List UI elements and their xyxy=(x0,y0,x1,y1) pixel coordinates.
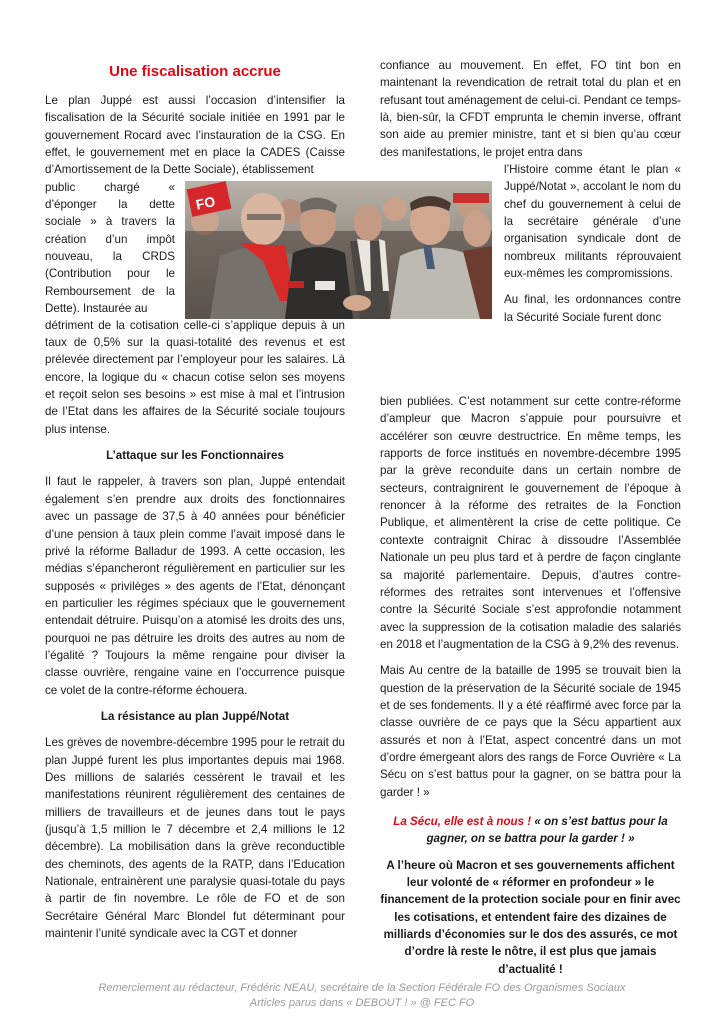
photo-spacer xyxy=(380,161,504,393)
handshake-hands xyxy=(343,295,371,311)
slogan-black: « on s’est battus pour la gagner, on se battra pour la garder ! » xyxy=(426,814,668,846)
paragraph-text-continued: détriment de la cotisation celle-ci s’applique depuis à un taux de 0,5% sur la quasi-totalité des revenus et est prélevée directement par l’employeur pour les salaires. Là encore, la logique du « chacun cotise selon ses moyens et reçoit selon ses besoins » est mise à mal et l’intrusion de l’Etat dans les affaires de la Sécurité sociale toujours plus intense. xyxy=(45,318,345,436)
paragraph-resistance: Les grèves de novembre-décembre 1995 pour le retrait du plan Juppé furent les plus importantes depuis mai 1968. Des millions de salariés cessèrent le travail et les manifestations réunirent régulièrement des centaines de milliers de travailleurs et de jeunes dans tout le pays (jusqu’à 1,5 million le 7 décembre et 2,4 millions le 12 décembre). La mobilisation dans la grève reconductible des cheminots, des agents de la RATP, dans l’Education Nationale, entrainèrent une paralysie quasi-totale du pays à partir de fin novembre. Le rôle de FO et de son Secrétaire Général Marc Blondel fut déterminant pour maintenir l’unité syndicale avec la CGT et donner xyxy=(45,736,345,941)
paragraph-juppe-notat: l’Histoire comme étant le plan « Juppé/Notat », accolant le nom du chef du gouvernement à celui de la secrétaire générale d’une organisation syndicale dont de nombreux militants réprouvaient eux-mêmes les compromissions. xyxy=(504,163,681,281)
closing-statement: A l’heure où Macron et ses gouvernements affichent leur volonté de « réformer en profondeur » le financement de la protection sociale pour en finir avec les cotisations, et entendent faire des dizaines de milliards d’économies sur le dos des assurés, ce mot d’ordre là reste le nôtre, il est plus que jamais d’actualité ! xyxy=(380,858,681,976)
slogan-quote xyxy=(380,813,681,848)
right-column xyxy=(380,57,681,987)
paragraph-confiance: confiance au mouvement. En effet, FO tint bon en maintenant la revendication de retrait total du plan et en refusant tout aménagement de celui-ci. Pendant ce temps-là, bien-sûr, la CFDT emprunta le chemin inverse, offrant son aide au premier ministre, tant et si bien qu’au cœur des manifestations, le projet entra dans xyxy=(380,59,681,159)
section-heading-fonctionnaires: L’attaque sur les Fonctionnaires xyxy=(106,449,284,463)
paragraph-bataille-1995: Mais Au centre de la bataille de 1995 se trouvait bien la question de la préservation de la Sécurité sociale de 1945 et de ses fondements. Il y a été réaffirmé avec force par la classe ouvrière de ce pays que la Sécu appartient aux assurés et non à l’Etat, aspect concentré dans un mot d’ordre émergeant alors des rangs de Force Ouvrière « La Sécu on s’est battus pour la gagner, on se battra pour la garder ! » xyxy=(380,664,681,799)
wrap-block-right xyxy=(380,161,681,326)
paragraph-ordonnances: Au final, les ordonnances contre la Sécurité Sociale furent donc xyxy=(504,293,681,324)
paragraph-text: Le plan Juppé est aussi l’occasion d’intensifier la fiscalisation de la Sécurité sociale initiée en 1991 par le gouvernement Rocard avec l’instauration de la CSG. En effet, le gouvernement met en place la CADES (Caisse d’Amortissement de la Dette Sociale), établissement xyxy=(45,94,345,177)
footer-credits xyxy=(0,981,724,1011)
article-title: Une fiscalisation accrue xyxy=(109,63,281,80)
footer-line-author: Remerciement au rédacteur, Frédéric NEAU, secrétaire de la Section Fédérale FO des Organismes Sociaux xyxy=(98,982,626,994)
paragraph-text-wrapped: public chargé « d’éponger la dette sociale » à travers la création d’un impôt nouveau, la CRDS (Contribution pour le Remboursement de la Dette). Instaurée au xyxy=(45,180,175,316)
paragraph-fonctionnaires: Il faut le rappeler, à travers son plan, Juppé entendait également s’en prendre aux droits des fonctionnaires avec un passage de 37,5 à 40 années pour bénéficier d’une pension à taux plein comme l’avait imposé dans le privé la réforme Balladur de 1993. A cette occasion, les médias s’épancheront régulièrement en particulier sur les supposés « privilèges » des agents de l’Etat, dénonçant en particulier les régimes spéciaux que le gouvernement entendait détruire. Puisqu’on a atomisé les droits des uns, pourquoi ne pas détruire les droits des autres au nom de l’égalité ? Toujours la même rengaine pour diviser la classe ouvrière, rengaine vaine en l’occurrence puisque ce volet de la contre-réforme échouera. xyxy=(45,475,345,697)
slogan-red: La Sécu, elle est à nous ! xyxy=(393,814,532,828)
svg-text:FO: FO xyxy=(194,192,217,213)
footer-line-source: Articles parus dans « DEBOUT ! » @ FEC FO xyxy=(249,997,475,1009)
paragraph-fiscalisation xyxy=(45,92,345,179)
paragraph-ordonnances-continued: bien publiées. C’est notamment sur cette contre-réforme d’ampleur que Macron s’appuie pour poursuivre et accélérer son œuvre destructrice. En même temps, les rapports de force institués en novembre-décembre 1995 par la grève reconduite dans un certain nombre de secteurs, contraignirent le gouvernement de l’époque à renoncer à la réforme des retraites de la Fonction Publique, et alimentèrent la crise de cette politique. Ce contexte contraignit Chirac à dissoudre l’Assemblée Nationale un peu plus tard et à perdre de façon cinglante sa majorité parlementaire. Depuis, d’autres contre-réformes des retraites sont intervenues et l’offensive contre la Sécurité Sociale s’est approfondie notamment avec la suppression de la cotisation maladie des salariés en 2018 et l’augmentation de la CSG à 9,2% des revenus. xyxy=(380,395,681,651)
section-heading-resistance: La résistance au plan Juppé/Notat xyxy=(100,709,290,723)
